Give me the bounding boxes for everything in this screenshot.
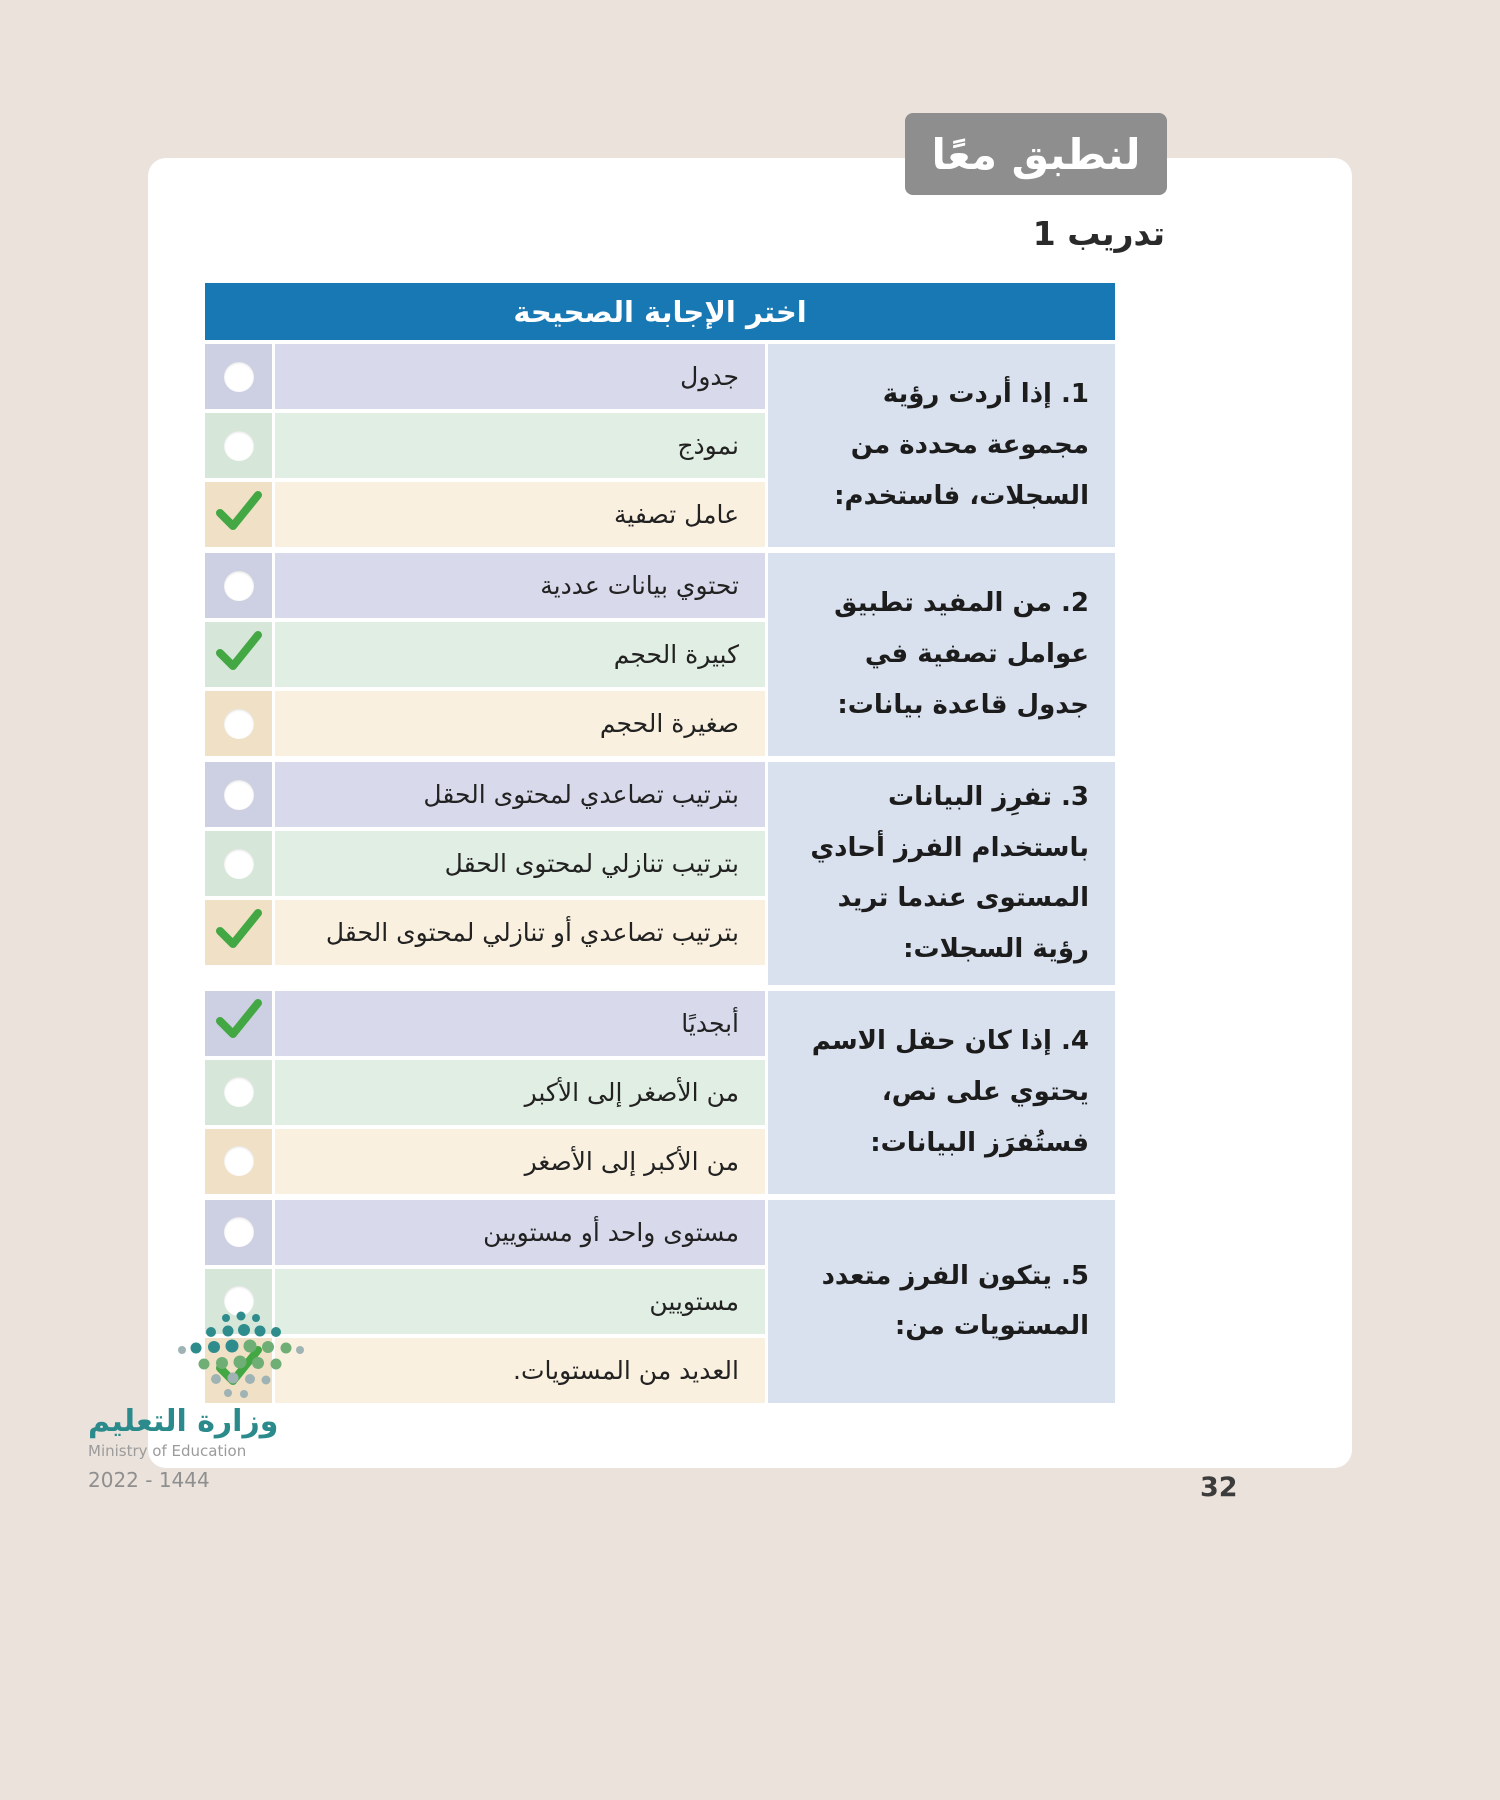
question-text: 3. تفرِز البيانات باستخدام الفرز أحادي المستوى عندما تريد رؤية السجلات: — [768, 762, 1115, 985]
answer-table — [205, 283, 1115, 1403]
option-row — [205, 900, 765, 965]
option-row — [205, 344, 765, 409]
ministry-wordmark: وزارة التعليم — [88, 1404, 279, 1439]
question-text: 4. إذا كان حقل الاسم يحتوي على نص، فستُفرَز البيانات: — [768, 991, 1115, 1194]
option-label: كبيرة الحجم — [275, 622, 765, 687]
radio-circle — [205, 831, 272, 896]
option-label: من الأصغر إلى الأكبر — [275, 1060, 765, 1125]
checkmark-icon — [205, 622, 272, 687]
footer — [88, 1306, 348, 1492]
option-label: بترتيب تصاعدي لمحتوى الحقل — [275, 762, 765, 827]
option-row — [205, 1060, 765, 1125]
radio-circle — [205, 413, 272, 478]
radio-circle — [205, 691, 272, 756]
ministry-logo-dots-icon — [166, 1306, 316, 1402]
page-number: 32 — [1200, 1472, 1238, 1503]
answer-table-body — [205, 344, 1115, 1403]
option-label: بترتيب تصاعدي أو تنازلي لمحتوى الحقل — [275, 900, 765, 965]
option-row — [205, 1129, 765, 1194]
question-block — [205, 553, 1115, 756]
checkmark-icon — [205, 991, 272, 1056]
option-row — [205, 482, 765, 547]
options-group — [205, 991, 765, 1194]
question-text: 2. من المفيد تطبيق عوامل تصفية في جدول قاعدة بيانات: — [768, 553, 1115, 756]
radio-circle-dot — [224, 1077, 254, 1107]
options-group — [205, 762, 765, 985]
option-row — [205, 413, 765, 478]
option-label: مستويين — [275, 1269, 765, 1334]
option-label: صغيرة الحجم — [275, 691, 765, 756]
question-block — [205, 762, 1115, 985]
option-label: عامل تصفية — [275, 482, 765, 547]
option-row — [205, 991, 765, 1056]
question-text: 5. يتكون الفرز متعدد المستويات من: — [768, 1200, 1115, 1403]
option-row — [205, 553, 765, 618]
radio-circle-dot — [224, 431, 254, 461]
checkmark-icon — [205, 482, 272, 547]
ministry-name-en: Ministry of Education — [88, 1442, 247, 1460]
options-group — [205, 553, 765, 756]
option-label: أبجديًا — [275, 991, 765, 1056]
option-row — [205, 1200, 765, 1265]
radio-circle — [205, 553, 272, 618]
option-label: جدول — [275, 344, 765, 409]
option-label: تحتوي بيانات عددية — [275, 553, 765, 618]
radio-circle-dot — [224, 709, 254, 739]
option-row — [205, 831, 765, 896]
radio-circle-dot — [224, 571, 254, 601]
checkmark-icon — [205, 900, 272, 965]
option-label: من الأكبر إلى الأصغر — [275, 1129, 765, 1194]
option-row — [205, 622, 765, 687]
option-row — [205, 691, 765, 756]
radio-circle-dot — [224, 849, 254, 879]
section-badge-label: لنطبق معًا — [931, 129, 1141, 179]
table-header: اختر الإجابة الصحيحة — [205, 283, 1115, 340]
exercise-title: تدريب 1 — [1032, 214, 1165, 253]
radio-circle — [205, 344, 272, 409]
option-label: بترتيب تنازلي لمحتوى الحقل — [275, 831, 765, 896]
question-block — [205, 991, 1115, 1194]
radio-circle-dot — [224, 1146, 254, 1176]
radio-circle-dot — [224, 362, 254, 392]
radio-circle — [205, 1200, 272, 1265]
options-group — [205, 344, 765, 547]
option-label: نموذج — [275, 413, 765, 478]
option-row — [205, 762, 765, 827]
edition-years: 2022 - 1444 — [88, 1468, 210, 1492]
radio-circle-dot — [224, 780, 254, 810]
question-text: 1. إذا أردت رؤية مجموعة محددة من السجلات، فاستخدم: — [768, 344, 1115, 547]
option-label: العديد من المستويات. — [275, 1338, 765, 1403]
radio-circle-dot — [224, 1217, 254, 1247]
question-block — [205, 344, 1115, 547]
section-badge — [905, 113, 1167, 195]
option-label: مستوى واحد أو مستويين — [275, 1200, 765, 1265]
radio-circle — [205, 1060, 272, 1125]
radio-circle — [205, 762, 272, 827]
radio-circle — [205, 1129, 272, 1194]
